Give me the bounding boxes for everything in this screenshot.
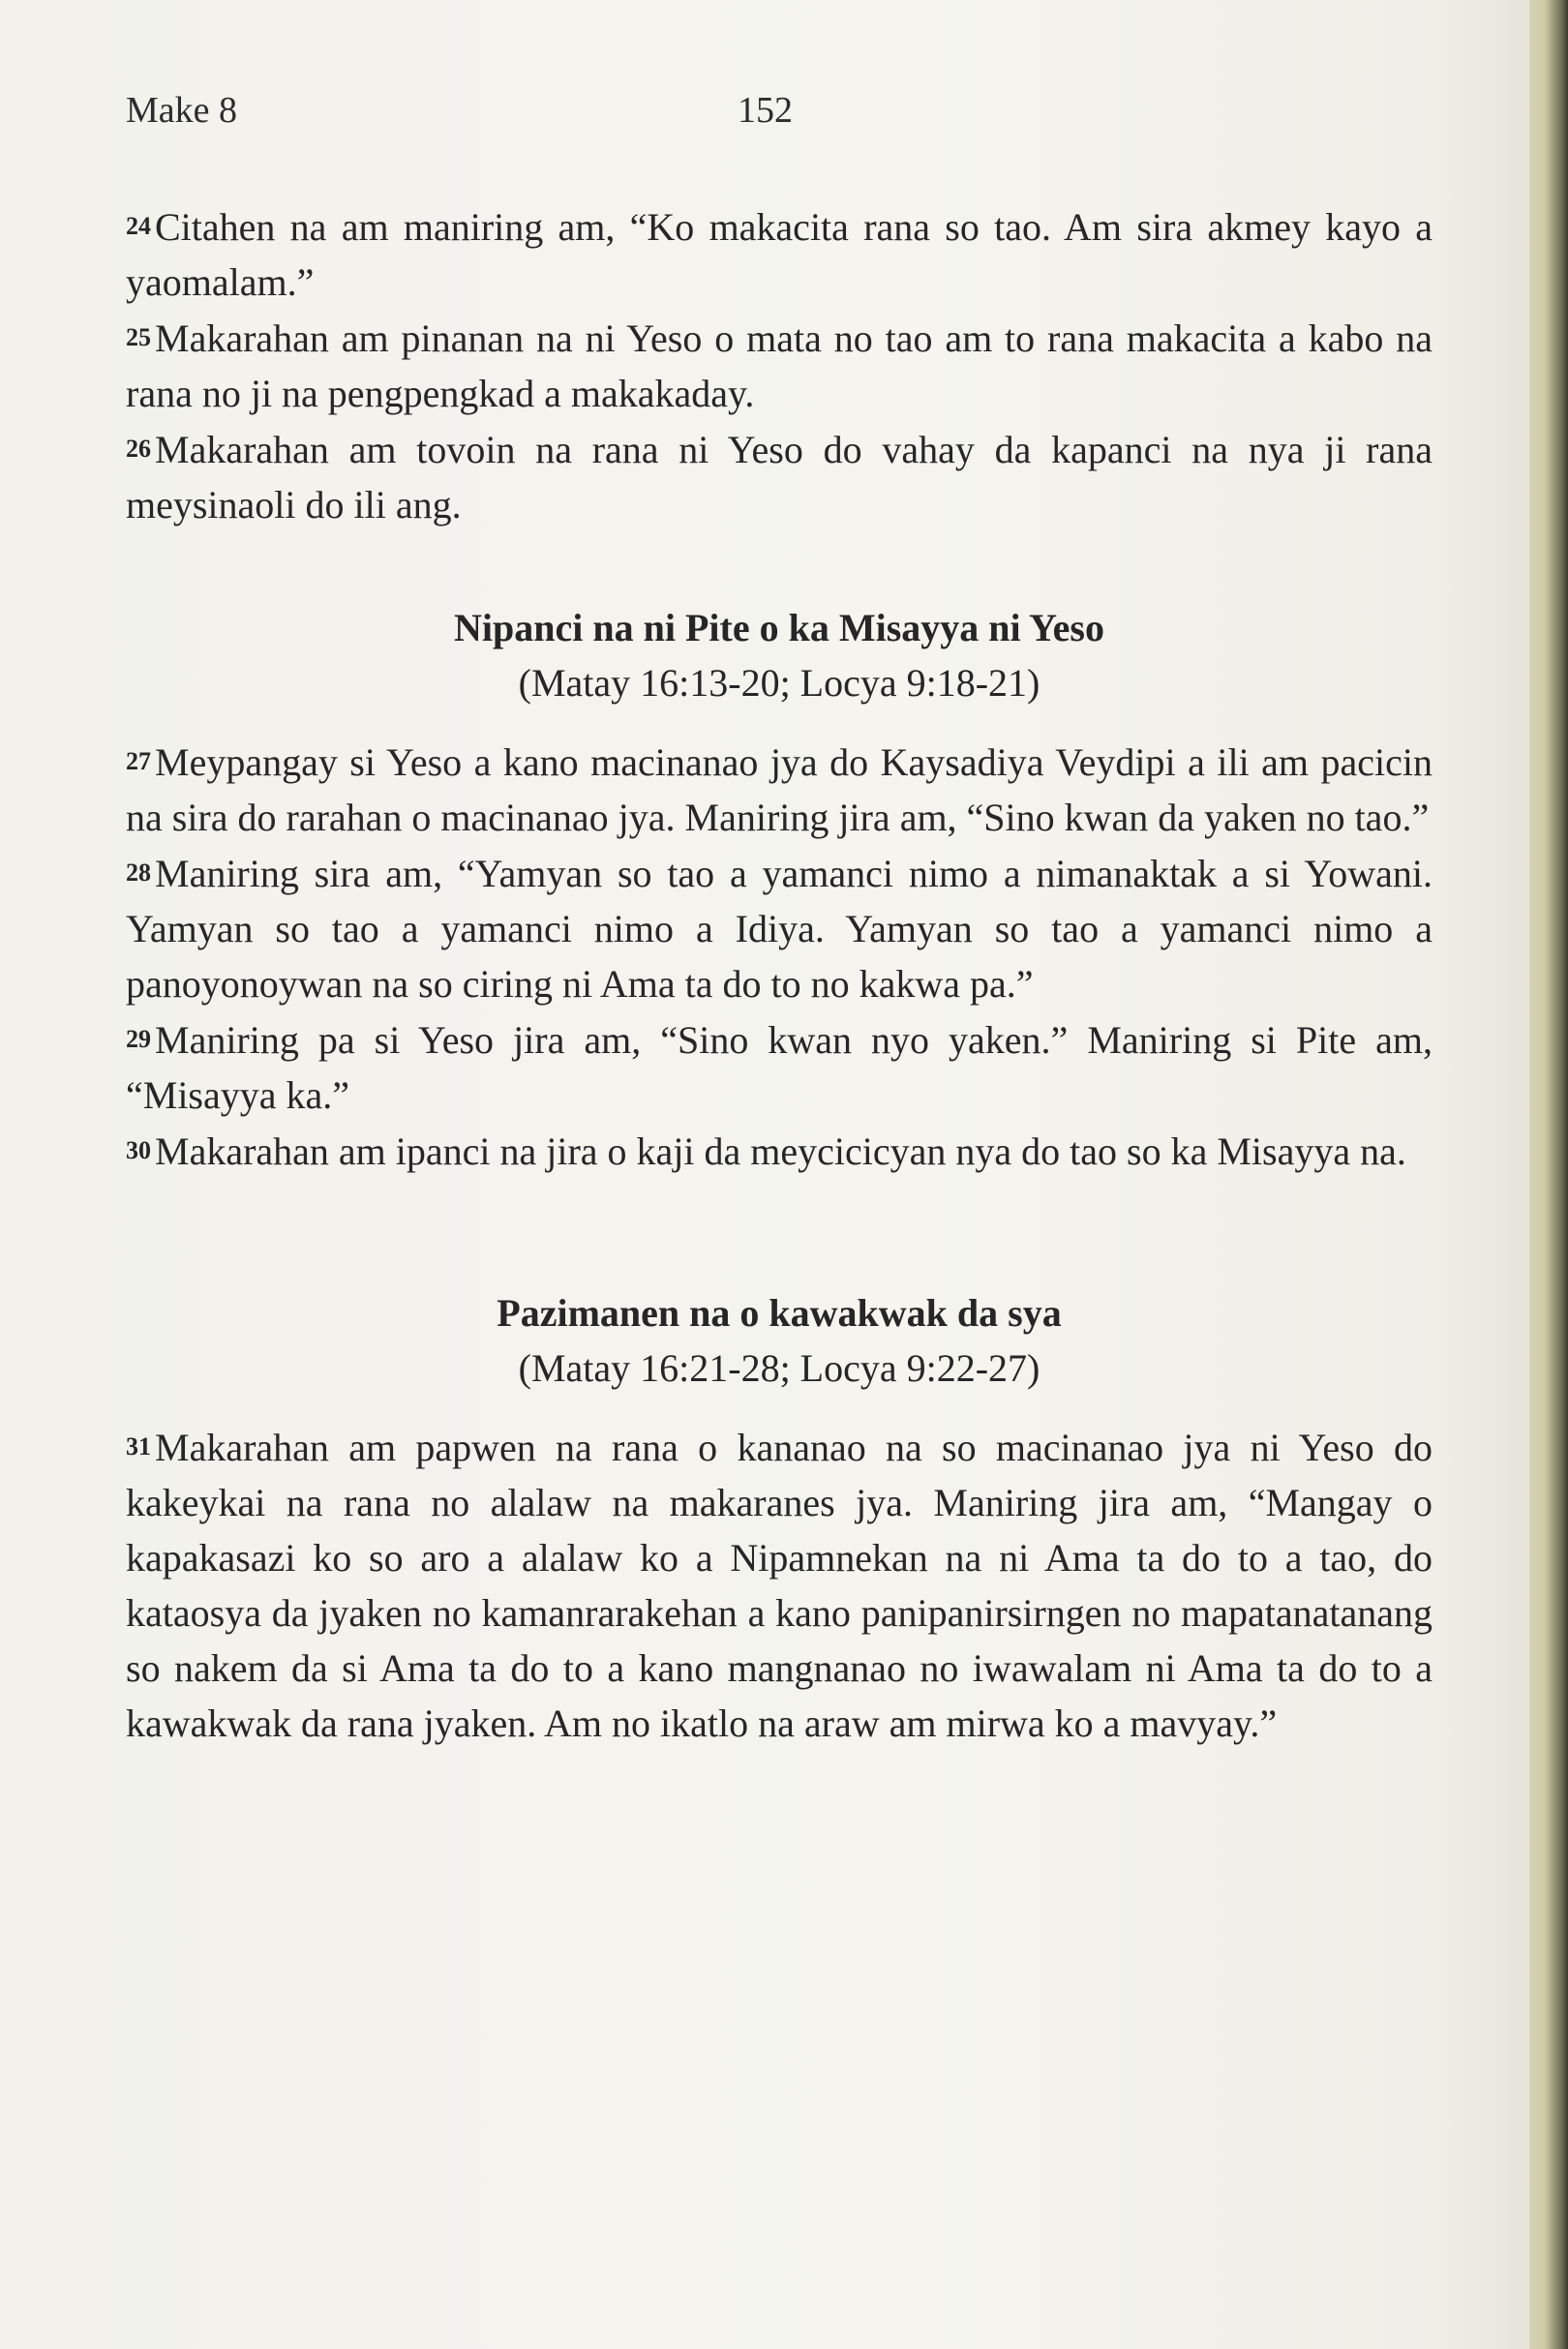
section-spacer	[126, 710, 1432, 734]
verse	[126, 198, 1432, 310]
page-edge	[1529, 0, 1568, 2349]
verse-number: 29	[126, 1025, 151, 1053]
verse-text: Makarahan am tovoin na rana ni Yeso do vahay da kapanci na nya ji rana meysinaoli do ili ang.	[126, 428, 1432, 527]
verse-text: Makarahan am ipanci na jira o kaji da meycicicyan nya do tao so ka Misayya na.	[155, 1129, 1406, 1173]
verse	[126, 1419, 1432, 1751]
section-spacer	[126, 1396, 1432, 1419]
verse-text: Maniring pa si Yeso jira am, “Sino kwan nyo yaken.” Maniring si Pite am, “Misayya ka.”	[126, 1018, 1432, 1117]
verse-text: Makarahan am papwen na rana o kananao na so macinanao jya ni Yeso do kakeykai na rana no alalaw na makaranes jya. Maniring jira am, “Mangay o kapakasazi ko so aro a alalaw ko a Nipamnekan na ni Ama ta do to a tao, do kataosya da jyaken no kamanrarakehan a kano panipanirsirngen no mapatanatanang so nakem da si Ama ta do to a kano mangnanao no iwawalam ni Ama ta do to a kawakwak da rana jyaken. Am no ikatlo na araw am mirwa ko a mavyay.”	[126, 1426, 1432, 1745]
section-heading: Nipanci na ni Pite o ka Misayya ni Yeso	[454, 606, 1104, 649]
verse-number: 31	[126, 1432, 151, 1461]
verse	[126, 310, 1432, 421]
verse-text: Citahen na am maniring am, “Ko makacita rana so tao. Am sira akmey kayo a yaomalam.”	[126, 205, 1432, 304]
verse-text: Makarahan am pinanan na ni Yeso o mata no tao am to rana makacita a kabo na rana no ji na pengpengkad a makakaday.	[126, 316, 1432, 415]
verse-text: Maniring sira am, “Yamyan so tao a yamanci nimo a nimanaktak a si Yowani. Yamyan so tao a yamanci nimo a Idiya. Yamyan so tao a yamanci nimo a panoyonoywan na so ciring ni Ama ta do to no kakwa pa.”	[126, 852, 1432, 1006]
verse	[126, 734, 1432, 845]
section-cross-reference: (Matay 16:21-28; Locya 9:22-27)	[518, 1346, 1040, 1390]
page-number: 152	[738, 90, 793, 131]
verse	[126, 421, 1432, 532]
verse	[126, 1011, 1432, 1123]
section-heading: Pazimanen na o kawakwak da sya	[497, 1291, 1062, 1335]
section-cross-reference: (Matay 16:13-20; Locya 9:18-21)	[518, 661, 1040, 705]
verse-number: 27	[126, 747, 151, 775]
section-spacer	[126, 1179, 1432, 1285]
page-body	[126, 198, 1432, 1751]
verse-number: 26	[126, 435, 151, 463]
running-head-book: Make 8	[126, 90, 238, 131]
verse-text: Meypangay si Yeso a kano macinanao jya do Kaysadiya Veydipi a ili am pacicin na sira do rarahan o macinanao jya. Maniring jira am, “Sino kwan da yaken no tao.”	[126, 740, 1432, 839]
verse-number: 28	[126, 858, 151, 887]
verse-number: 25	[126, 323, 151, 351]
verse	[126, 1123, 1432, 1179]
verse-number: 24	[126, 212, 151, 240]
verse	[126, 845, 1432, 1011]
section-spacer	[126, 532, 1432, 600]
verse-number: 30	[126, 1136, 151, 1164]
